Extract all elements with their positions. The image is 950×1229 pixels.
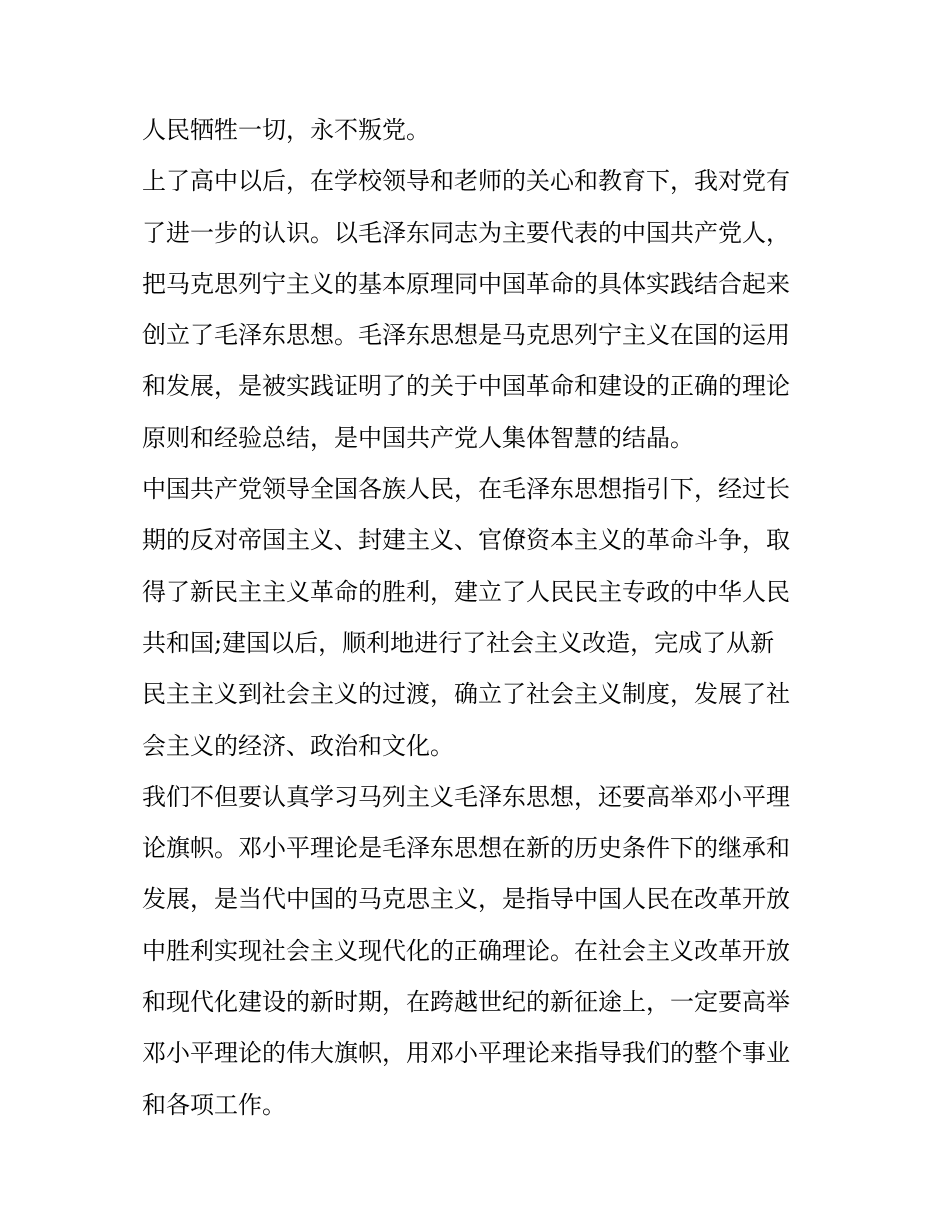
text-line: 和各项工作。 <box>142 1090 286 1119</box>
text-line: 和发展，是被实践证明了的关于中国革命和建设的正确的理论 <box>142 372 790 401</box>
text-line: 上了高中以后，在学校领导和老师的关心和教育下，我对党有 <box>142 167 790 196</box>
text-line: 中胜利实现社会主义现代化的正确理论。在社会主义改革开放 <box>142 936 790 965</box>
text-line: 中国共产党领导全国各族人民，在毛泽东思想指引下，经过长 <box>142 475 790 504</box>
text-line: 发展，是当代中国的马克思主义，是指导中国人民在改革开放 <box>142 885 790 914</box>
document-body <box>142 105 822 1131</box>
text-line: 期的反对帝国主义、封建主义、官僚资本主义的革命斗争，取 <box>142 526 790 555</box>
text-line: 共和国;建国以后，顺利地进行了社会主义改造，完成了从新 <box>142 628 775 657</box>
text-line: 了进一步的认识。以毛泽东同志为主要代表的中国共产党人， <box>142 218 790 247</box>
text-line: 原则和经验总结，是中国共产党人集体智慧的结晶。 <box>142 423 694 452</box>
text-line: 和现代化建设的新时期，在跨越世纪的新征途上，一定要高举 <box>142 988 790 1017</box>
text-line: 邓小平理论的伟大旗帜，用邓小平理论来指导我们的整个事业 <box>142 1039 790 1068</box>
text-line: 得了新民主主义革命的胜利，建立了人民民主专政的中华人民 <box>142 577 790 606</box>
text-line: 人民牺牲一切，永不叛党。 <box>142 116 430 144</box>
text-line: 把马克思列宁主义的基本原理同中国革命的具体实践结合起来 <box>142 269 790 298</box>
text-line: 民主主义到社会主义的过渡，确立了社会主义制度，发展了社 <box>142 680 790 709</box>
text-line: 会主义的经济、政治和文化。 <box>142 731 454 760</box>
text-line: 论旗帜。邓小平理论是毛泽东思想在新的历史条件下的继承和 <box>142 834 790 863</box>
text-line: 我们不但要认真学习马列主义毛泽东思想，还要高举邓小平理 <box>142 782 790 811</box>
text-line: 创立了毛泽东思想。毛泽东思想是马克思列宁主义在国的运用 <box>142 321 790 350</box>
